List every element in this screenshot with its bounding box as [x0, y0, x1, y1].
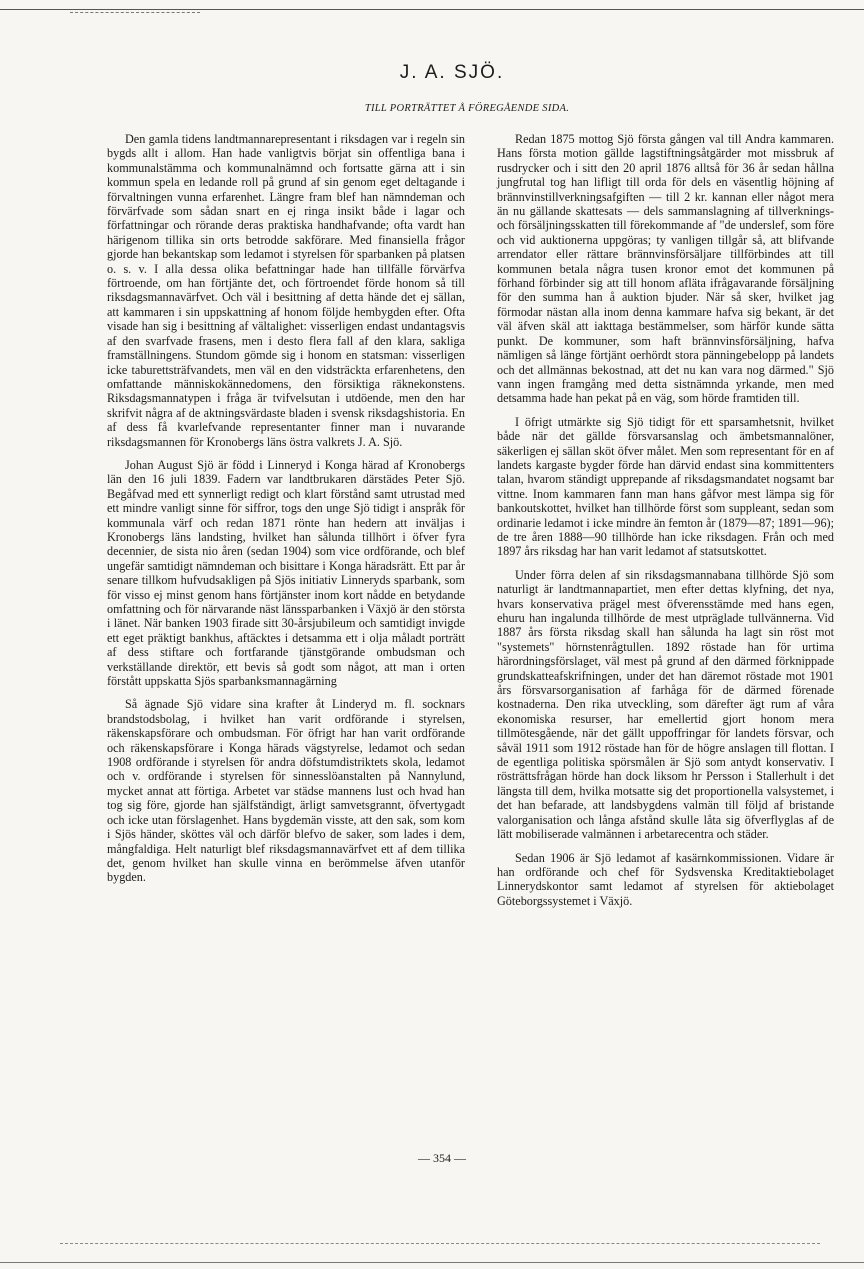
bottom-rule	[0, 1262, 864, 1263]
top-dashed-rule	[70, 12, 200, 13]
left-column	[107, 132, 465, 894]
right-column	[497, 132, 834, 917]
right-paragraph-1: Redan 1875 mottog Sjö första gången val till Andra kammaren. Hans första motion gällde lagstiftningsåtgärder mot missbruk af rusdrycker och i sitt den 20 april 1876 alltså för 36 år sedan hållna jungfrutal tog han lifligt till orda för dels en väsentlig höjning af brännvinstillverkningsafgiften — till 2 kr. kannan eller något mera än nu gällande skattesats — dels sammanslagning af tillverknings- och försäljningsskatten till förekommande af "de underslef, som före och vid auktionerna uppgöras; ty vanligen tillgår så, att blifvande arrendator eller rättare brännvinsförsäljare tillförbindes att till kommunen betala några tusen kronor emot det kommunen på förhand förbinder sig att till honom afläta ifrågavarande försäljning för den summa han å auktion bjuder. När så sker, hvilket jag förmodar nästan alla inom denna kammare hafva sig bekant, är det väl äfven skäl att iakttaga bestämmelser, som härför kunde sätta punkt. De kommuner, som haft brännvinsförsäljning, hafva nämligen så länge förtjänt oerhördt stora pänningebelopp på landets och det allmännas bekostnad, att det nu kan vara nog därmed." Sjö vann ingen framgång med detta sistnämnda yrkande, men med detsamma hade han pekat på en väg, som hörde framtiden till.	[497, 132, 834, 406]
left-paragraph-3: Så ägnade Sjö vidare sina krafter åt Linderyd m. fl. socknars brandstodsbolag, i hvilket han varit ordförande i styrelsen, räkenskapsförare och ombudsman. För öfrigt har han varit ordförande och räkenskapsförare i Konga härads vägstyrelse, ledamot och sedan 1908 ordförande i styrelsen för andra döfstumdistriktets skola, ledamot och v. ordförande i styrelsen för sinnesslöanstalten på Nannylund, mycket annat att förtiga. Arbetet var städse mannens lust och hvad han tog sig före, gjorde han själfständigt, ärligt samvetsgrannt, öfvertygadt och icke utan förslagenhet. Hans bygdemän visste, att den sak, som kom i Sjös händer, sköttes väl och därför blefvo de saker, som lades i dem, mångfaldiga. Helt naturligt blef riksdagsmannavärfvet ett af dem tillika det, genom hvilket han skulle vinna en berömmelse äfven utanför bygden.	[107, 697, 465, 885]
bottom-dashed-rule	[60, 1243, 820, 1244]
right-paragraph-2: I öfrigt utmärkte sig Sjö tidigt för ett sparsamhetsnit, hvilket både när det gällde försvarsanslag och ämbetsmannalöner, säkerligen ej sällan sköt öfver målet. Men som representant för en af landets kargaste bygder förde han därvid endast sina kommittenters talan, hvarom ständigt upprepande af riksdagsmandatet nogsamt bar vittne. Inom kammaren fann man hans gåfvor mest lämpa sig för bankoutskottet, hvilket han tillhörde först som suppleant, sedan som ordinarie ledamot i icke mindre än femton år (1879—87; 1891—96); de tre åren 1888—90 tillhörde han icke riksdagen. Från och med 1897 års riksdag har han varit ledamot af statsutskottet.	[497, 414, 834, 559]
page-number: — 354 —	[418, 1151, 466, 1165]
article-subtitle: TILL PORTRÄTTET Å FÖREGÅENDE SIDA.	[364, 103, 570, 114]
left-paragraph-1: Den gamla tidens landtmannarepresentant i riksdagen var i regeln sin bygds allt i allom. Han hade vanligtvis börjat sin offentliga bana i kommunalstämma och kommunalnämnd och fortsatte gärna att i sin kommun spela en ledande roll på grund af sin genom eget deltagande i förvaltningen vunna erfarenhet. Längre fram blef han nämndeman och förvärfvade som sådan snart en ej ringa insikt både i lagar och författningar och rörande deras praktiska handhafvande; ofta vardt han härigenom tillika sin orts betrodde sakförare. Med finansiella frågor gjorde han bekantskap som ledamot i styrelsen för sparbanken på platsen o. s. v. I alla dessa olika befattningar hade han tillfälle förvärfva förtroende, om han förtjänte det, och förtroendet förde honom så till riksdagsmannavärfvet. Och väl i besittning af detta hände det ej sällan, att kammaren i sin uppskattning af honom följde hembygden efter. Ofta visade han sig i besittning af vältalighet: visserligen endast undantagsvis af den svarfvade frasens, men i desto flera fall af den klara, sakliga framställningens. Stundom gömde sig i honom en statsman: visserligen icke taburettsträfvandets, men väl en den vidsträckta erfarenhetens, den omfattande människokännedomens, den försiktiga räknekonstens. Riksdagsmannatypen i fråga är tvifvelsutan i utdöende, men den har skrifvit några af de aktningsvärdaste bladen i svensk riksdagshistoria. En af dess få kvarlefvande representanter finner man i nuvarande riksdagsmannen för Kronobergs läns östra valkrets J. A. Sjö.	[107, 132, 465, 449]
right-paragraph-3: Under förra delen af sin riksdagsmannabana tillhörde Sjö som naturligt är landtmannapartiet, men efter dettas klyfning, det nya, hvars konservativa prägel mest öfverensstämde med hans egen, ehuru han ingalunda tillhörde de mest utpräglade tullvännerna. Vid 1887 års första riksdag skall han sålunda ha lagt sin röst mot "systemets" hörnstenrågtullen. 1892 röstade han för urtima härordningsförslaget, väl mest på grund af den därmed förknippade grundskatteafskrifningen, under det han däremot röstade mot 1901 års försvarsorganisation af farhåga för de därmed förenade kostnaderna. Den rika utveckling, som därefter ägt rum af våra ekonomiska resurser, har emellertid gjort honom mera tillmötesgående, när det gällt uppoffringar för landets försvar, och såväl 1911 som 1912 röstade han för de högre anslagen till flottan. I de egentliga politiska spörsmålen är Sjö som antydt konservativ. I rösträttsfrågan hörde han dock liksom hr Persson i Stallerhult i det längsta till dem, hvilka motsatte sig det proportionella valsystemet, i det han befarade, att landsbygdens valmän till följd af bristande valorganisation och långa afstånd skulle låta sig öfverflyglas af de lätt mobiliserade valmännen i arbetarecentra och städer.	[497, 567, 834, 842]
left-paragraph-2: Johan August Sjö är född i Linneryd i Konga härad af Kronobergs län den 16 juli 1839. Fadern var landtbrukaren därstädes Peter Sjö. Begåfvad med ett synnerligt redigt och klart förstånd samt utrustad med ett mindre vanligt sinne för siffror, togs den unge Sjö tidigt i anspråk för kommunala värf och redan 1871 rönte han hedern att inväljas i Kronobergs läns landsting, hvilket han sålunda tillhört i öfver fyra decennier, de sista nio åren (sedan 1904) som vice ordförande, och blef ungefär samtidigt nämndeman och bisittare i Konga häradsrätt. Ett par år senare tillkom hufvudsakligen på Sjös initiativ Linneryds sparbank, som för visso ej minst genom hans förtjänster inom kort nådde en betydande omfattning och för närvarande näst länssparbanken i Växjö är den största i länet. När banken 1903 firade sitt 30-årsjubileum och samtidigt invigde ett eget präktigt bankhus, aftäcktes i detsamma ett i olja måladt porträtt af dess stiftare och fortfarande tjänstgörande ombudsman och verkställande direktör, ett bevis så godt som något, att man i orten förstått uppskatta Sjös sparbanksmannagärning	[107, 457, 465, 689]
article-title: J. A. SJÖ.	[399, 62, 505, 83]
top-rule	[0, 9, 864, 10]
right-paragraph-4: Sedan 1906 är Sjö ledamot af kasärnkommissionen. Vidare är han ordförande och chef för Sydsvenska Kreditaktiebolaget Linnerydskontor samt ledamot af styrelsen för aktiebolaget Göteborgssystemet i Växjö.	[497, 850, 834, 908]
